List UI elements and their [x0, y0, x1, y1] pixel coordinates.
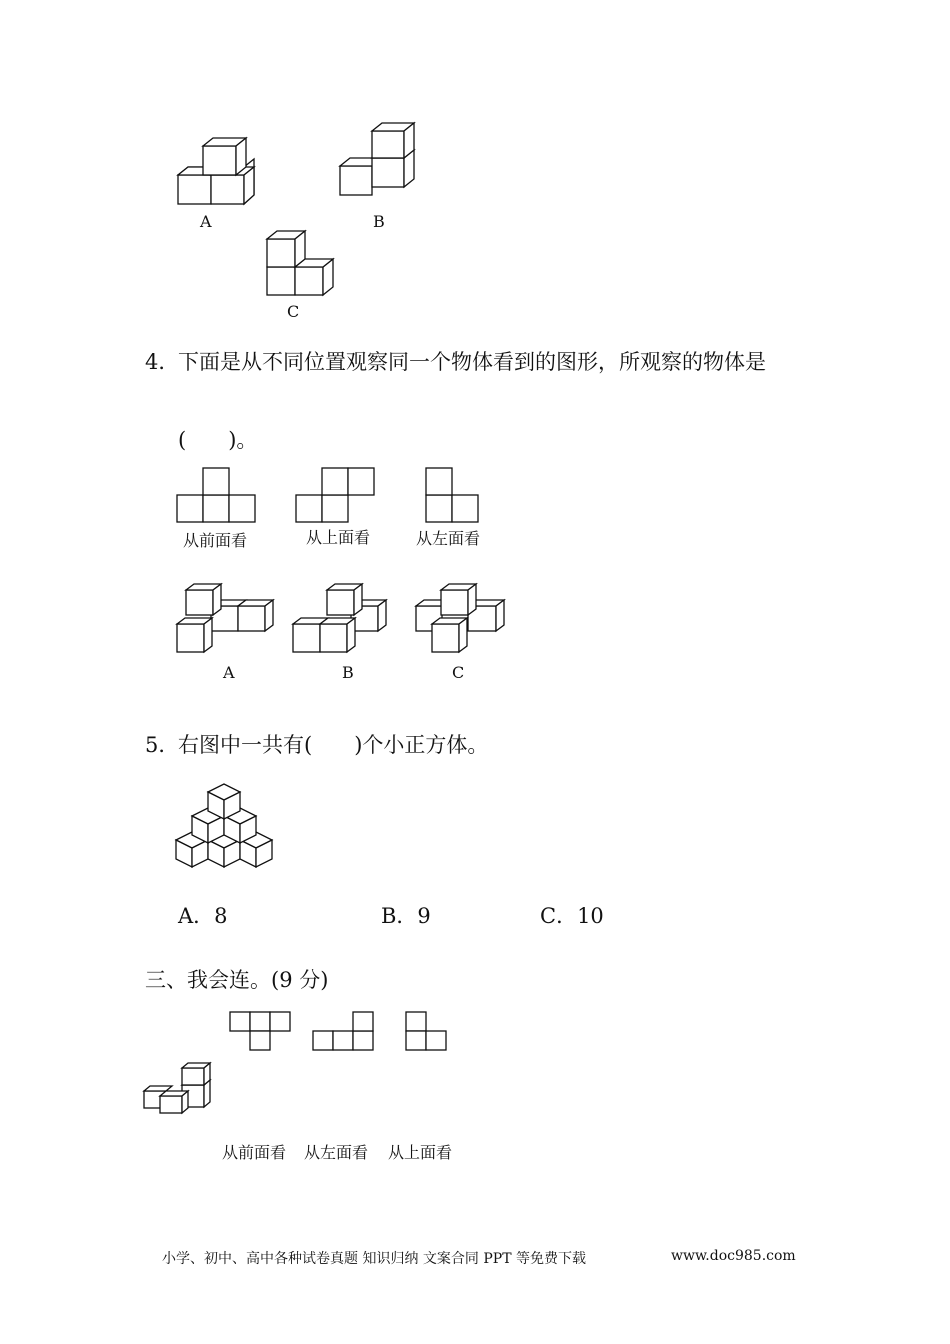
q4-option-a-label: A: [223, 663, 235, 682]
section3-title: 三、我会连。(9 分): [145, 968, 329, 992]
q4-option-b-label: B: [342, 663, 354, 682]
q5-option-a: A．8: [178, 904, 228, 928]
section3-label-left: 从左面看: [304, 1143, 369, 1162]
footer-text: 小学、初中、高中各种试卷真题 知识归纳 文案合同 PPT 等免费下载: [162, 1251, 586, 1267]
section3-solid-figure: [140, 1060, 214, 1122]
q3-label-b: B: [373, 212, 385, 231]
q4-answer-blank: ( )。: [178, 428, 258, 452]
q3-figure-c: [262, 225, 342, 305]
q4-number: 4．: [145, 350, 180, 374]
q4-view-label-top: 从上面看: [306, 528, 371, 547]
q4-option-b-figure: [291, 576, 401, 658]
q5-question-text: 右图中一共有( )个小正方体。: [178, 733, 489, 757]
q3-figure-b: [332, 118, 422, 208]
q5-number: 5．: [145, 733, 180, 757]
q3-figure-a: [170, 130, 260, 210]
q5-option-c: C．10: [540, 904, 604, 928]
q4-option-c-label: C: [452, 663, 465, 682]
footer-url[interactable]: www.doc985.com: [671, 1248, 796, 1264]
q4-view-label-front: 从前面看: [183, 531, 248, 550]
q4-front-view: [176, 468, 258, 526]
q4-left-view: [425, 468, 485, 526]
section3-view-2: [312, 1011, 376, 1053]
q4-option-a-figure: [175, 576, 285, 658]
q4-view-label-left: 从左面看: [416, 529, 481, 548]
q4-question-text: 下面是从不同位置观察同一个物体看到的图形，所观察的物体是: [178, 350, 766, 374]
section3-view-1: [229, 1011, 293, 1053]
section3-label-front: 从前面看: [222, 1143, 287, 1162]
q3-label-c: C: [287, 302, 300, 321]
q5-cube-pyramid-figure: [172, 772, 278, 872]
q4-top-view: [295, 468, 377, 526]
q5-option-b: B．9: [381, 904, 431, 928]
section3-label-top: 从上面看: [388, 1143, 453, 1162]
q3-label-a: A: [200, 212, 212, 231]
section3-view-3: [405, 1011, 449, 1053]
q4-option-c-figure: [413, 576, 513, 658]
